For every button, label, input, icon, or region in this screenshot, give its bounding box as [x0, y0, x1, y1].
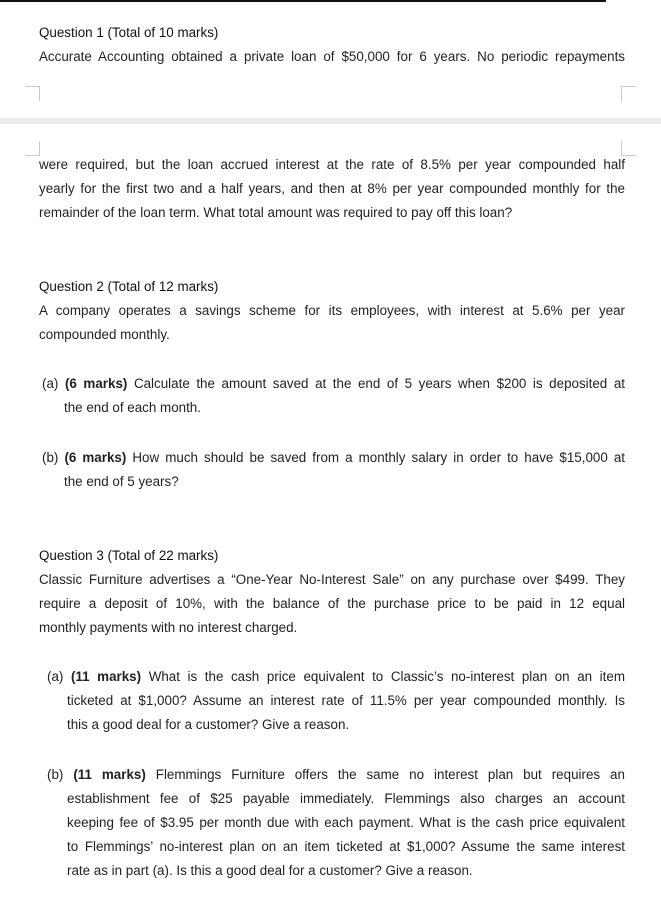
text-line: Accurate Accounting obtained a private loan of $50,000 for 6 years. No periodic repayments: [39, 49, 625, 64]
text-line: monthly payments with no interest charged.: [39, 620, 298, 635]
text-line: the end of 5 years?: [64, 474, 179, 489]
text-line: rate as in part (a). Is this a good deal for a customer? Give a reason.: [67, 863, 473, 878]
question-2a: [42, 372, 625, 420]
text-line: remainder of the loan term. What total amount was required to pay off this loan?: [39, 205, 513, 220]
text-line: establishment fee of $25 payable immediately. Flemmings also charges an account: [67, 791, 625, 806]
text-line: to Flemmings’ no-interest plan on an item ticketed at $1,000? Assume the same interest: [67, 839, 625, 854]
part-label: (a): [42, 376, 59, 391]
question-3: [39, 544, 625, 640]
text-line: What is the cash price equivalent to Classic’s no-interest plan on an item: [148, 669, 625, 684]
text-line: How much should be saved from a monthly salary in order to have $15,000 at: [132, 450, 626, 465]
text-line: Calculate the amount saved at the end of 5 years when $200 is deposited at: [133, 376, 625, 391]
part-marks: (11 marks): [73, 767, 146, 782]
text-line: this a good deal for a customer? Give a reason.: [67, 717, 350, 732]
text-line: keeping fee of $3.95 per month due with each payment. What is the cash price equivalent: [67, 815, 625, 830]
question-3a: [47, 665, 625, 737]
text-line: ticketed at $1,000? Assume an interest rate of 11.5% per year compounded monthly. Is: [67, 693, 625, 708]
part-label: (a): [47, 669, 64, 684]
page-corner-mark: [25, 141, 40, 156]
part-marks: (6 marks): [64, 450, 127, 465]
page-corner-mark: [25, 86, 40, 101]
question-1-continued: [39, 153, 625, 225]
text-line: Classic Furniture advertises a “One-Year No-Interest Sale” on any purchase over $499. They: [39, 572, 625, 587]
page-break: [0, 118, 661, 124]
part-label: (b): [47, 767, 64, 782]
text-line: require a deposit of 10%, with the balance of the purchase price to be paid in 12 equal: [39, 596, 625, 611]
question-title: Question 1 (Total of 10 marks): [39, 25, 219, 40]
page-corner-mark: [621, 86, 636, 101]
question-3b: [47, 763, 625, 883]
text-line: yearly for the first two and a half years, and then at 8% per year compounded monthly for the: [39, 181, 625, 196]
question-2b: [42, 446, 625, 494]
question-2: [39, 275, 625, 347]
top-rule: [0, 0, 606, 2]
text-line: the end of each month.: [64, 400, 201, 415]
text-line: A company operates a savings scheme for its employees, with interest at 5.6% per year: [39, 303, 625, 318]
question-title: Question 3 (Total of 22 marks): [39, 548, 219, 563]
part-label: (b): [42, 450, 59, 465]
part-marks: (11 marks): [70, 669, 142, 684]
question-title: Question 2 (Total of 12 marks): [39, 279, 219, 294]
part-marks: (6 marks): [64, 376, 128, 391]
text-line: Flemmings Furniture offers the same no interest plan but requires an: [155, 767, 625, 782]
text-line: compounded monthly.: [39, 327, 170, 342]
text-line: were required, but the loan accrued interest at the rate of 8.5% per year compounded half: [39, 157, 625, 172]
question-1: [39, 21, 625, 69]
